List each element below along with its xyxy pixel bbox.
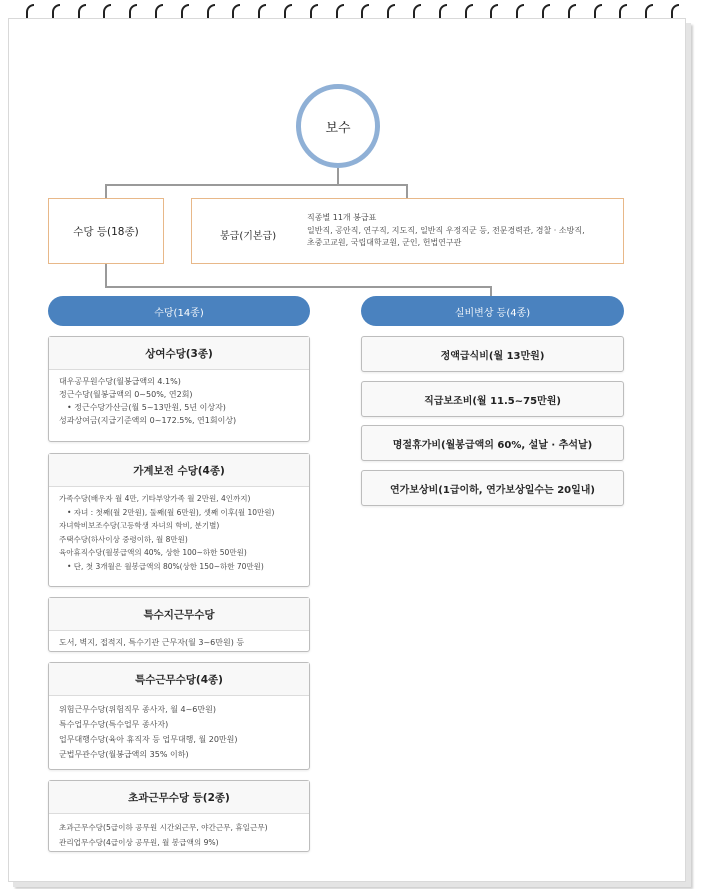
base-pay-line-1: 직종별 11개 봉급표 (307, 213, 377, 222)
leave-compensation-box (361, 470, 624, 506)
remote-area-allowance-box (48, 597, 310, 652)
base-pay-line-3: 초중고교원, 국립대학교원, 군인, 헌법연구관 (307, 238, 462, 247)
group-line: 위험근무수당(위험직무 종사자, 월 4~6만원) (59, 705, 216, 714)
connector-left (105, 184, 107, 198)
root-node (296, 84, 380, 168)
connector-horizontal-2 (105, 286, 491, 288)
group-line: 주택수당(하사이상 중령이하, 월 8만원) (59, 534, 188, 544)
group-line: 관리업무수당(4급이상 공무원, 월 봉급액의 9%) (59, 838, 219, 847)
group-line: 특수업무수당(특수업무 종사자) (59, 720, 169, 729)
allowances-group-box (48, 198, 164, 264)
connector-horizontal (105, 184, 407, 186)
position-subsidy-box (361, 381, 624, 417)
connector-right-2 (490, 286, 492, 296)
overtime-allowance-box (48, 780, 310, 852)
group-line: • 정근수당가산금(월 5~13만원, 5년 이상자) (67, 403, 226, 412)
household-allowance-box (48, 453, 310, 587)
connector-allowances (105, 264, 107, 286)
meal-allowance-box (361, 336, 624, 372)
group-line: 성과상여금(지급기준액의 0~172.5%, 연1회이상) (59, 416, 237, 425)
group-line: 대우공무원수당(월봉급액의 4.1%) (59, 377, 181, 386)
group-line: 업무대행수당(육아 휴직자 등 업무대행, 월 20만원) (59, 735, 238, 744)
group-title: 특수지근무수당 (49, 598, 309, 631)
connector-right (406, 184, 408, 198)
connector-root (337, 168, 339, 184)
group-line: • 자녀 : 첫째(월 2만원), 둘째(월 6만원), 셋째 이후(월 10만원) (67, 507, 275, 517)
special-duty-allowance-box (48, 662, 310, 770)
base-pay-label: 봉급(기본급) (220, 231, 277, 242)
right-item-label: 정액급식비(월 13만원) (440, 350, 545, 362)
group-line: 자녀학비보조수당(고등학생 자녀의 학비, 분기별) (59, 521, 220, 530)
holiday-bonus-box (361, 425, 624, 461)
right-item-label: 연가보상비(1급이하, 연가보상일수는 20일내) (390, 484, 595, 496)
allowances-header (48, 296, 310, 326)
base-pay-box (191, 198, 624, 264)
group-line: 정근수당(월봉급액의 0~50%, 연2회) (59, 390, 193, 399)
base-pay-line-2: 일반직, 공안직, 연구직, 지도직, 일반직 우정직군 등, 전문경력관, 경찰 · 소방직, (307, 225, 585, 235)
group-line: • 단, 첫 3개월은 월봉급액의 80%(상한 150~하한 70만원) (67, 561, 264, 571)
allowances-header-label: 수당(14종) (154, 307, 204, 319)
group-line: 가족수당(배우자 월 4만, 기타부양가족 월 2만원, 4인까지) (59, 494, 251, 503)
group-line: 군법무관수당(월봉급액의 35% 이하) (59, 750, 189, 759)
group-title: 초과근무수당 등(2종) (49, 781, 309, 814)
right-item-label: 직급보조비(월 11.5~75만원) (424, 395, 561, 407)
root-label: 보수 (325, 120, 351, 136)
group-line: 육아휴직수당(월봉급액의 40%, 상한 100~하한 50만원) (59, 548, 247, 557)
group-line: 도서, 벽지, 접적지, 특수기관 근무자(월 3~6만원) 등 (59, 638, 245, 647)
right-item-label: 명절휴가비(월봉급액의 60%, 설날 · 추석날) (392, 439, 593, 451)
expenses-header (361, 296, 624, 326)
group-title: 가계보전 수당(4종) (49, 454, 309, 487)
group-title: 상여수당(3종) (49, 337, 309, 370)
group-line: 초과근무수당(5급이하 공무원 시간외근무, 야간근무, 휴일근무) (59, 823, 268, 832)
bonus-allowance-box (48, 336, 310, 442)
expenses-header-label: 실비변상 등(4종) (454, 307, 531, 319)
group-title: 특수근무수당(4종) (49, 663, 309, 696)
allowances-group-label: 수당 등(18종) (73, 225, 139, 238)
